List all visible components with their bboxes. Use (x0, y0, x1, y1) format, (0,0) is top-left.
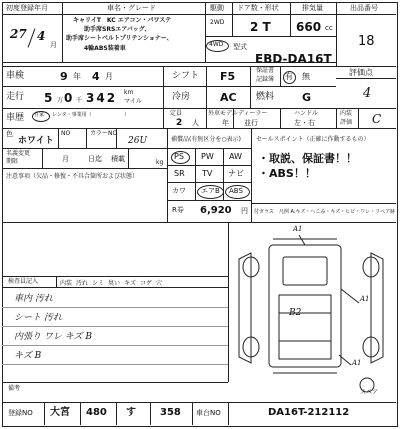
memo-label: 備考 (8, 385, 21, 392)
interior-value: C (372, 112, 382, 126)
score-label: 評価点 (349, 68, 373, 77)
reg-no-label: 登録NO (8, 409, 33, 417)
interior-label2: 評価 (340, 119, 353, 126)
door-value: 2 T (250, 20, 271, 34)
inspection-year: 9 (60, 70, 68, 83)
inspector-label: 検査員記入 (8, 278, 39, 285)
lot-label: 出品番号 (350, 4, 378, 12)
grade-line1: キャリイT KC エアコン・パワステ (73, 17, 172, 24)
capacity-label: 定員 (170, 110, 183, 117)
mileage-km-unit: km (124, 89, 134, 96)
inspector-note: 車内 汚れ (14, 294, 53, 304)
price-value: 6,920 (200, 205, 232, 216)
name-grade-label: 車名・グレード (107, 4, 156, 12)
displacement-label: 排気量 (302, 4, 323, 12)
inspector-note: 内張り ワレ キズ B (14, 332, 93, 342)
color-code-value: 26U (128, 136, 148, 146)
inspection-month: 4 (92, 70, 100, 83)
diagram-mark-a1-bottom: A1 (352, 359, 362, 367)
warranty-no: 無 (302, 72, 310, 81)
equip-navi: ナビ (228, 169, 244, 178)
reg-year: 27 (10, 27, 27, 41)
handle-value: 左・右 (294, 119, 315, 127)
capacity-value: 2 (176, 118, 183, 128)
recycle-label: 補償品(有無区分を○表示) (171, 136, 241, 143)
grade-line2: 助手席SRSエアバッグ、 (84, 26, 151, 33)
reg-num: 358 (160, 407, 181, 418)
shift-value: F5 (220, 70, 236, 83)
inspection-year-unit: 年 (73, 72, 81, 81)
deadline-month-unit: 月 (62, 155, 69, 163)
equip-airbag: エアB (201, 187, 220, 195)
model-label: 型式 (233, 43, 247, 51)
door-label: ドア数・形状 (237, 4, 279, 12)
car-diagram (229, 223, 395, 399)
ac-label: 冷房 (172, 92, 191, 102)
fuel-label: 燃料 (256, 92, 275, 102)
equip-ps: PS (174, 152, 184, 161)
drive-2wd: 2WD (210, 19, 225, 26)
inspector-note: シート 汚れ (14, 313, 62, 323)
inspection-month-unit: 月 (105, 72, 113, 81)
chassis-value: DA16T-212112 (268, 407, 350, 418)
mileage-prefix: 5 (44, 91, 53, 105)
color-value: ホワイト (18, 136, 54, 146)
ac-value: AC (220, 91, 237, 104)
color-label: 色 (6, 130, 13, 138)
equip-sr: SR (174, 169, 185, 178)
mileage-rest: 342 (86, 91, 118, 105)
shift-label: シフト (172, 71, 200, 81)
glass-label: 付ガラス 凡例 A:キズ・へこみ・キズ・ヒビ・ワレ・リペア跡 (254, 209, 396, 215)
sales-point-label: セールスポイント（正確に作動するもの） (256, 136, 370, 143)
deadline-label: 期限 (6, 158, 19, 165)
equip-abs: ABS (229, 187, 243, 195)
price-unit: 円 (241, 207, 248, 215)
import-model-label: 外車モデル (208, 110, 238, 117)
inspector-tab: コゲ (139, 280, 152, 287)
inspection-label: 車検 (6, 71, 25, 81)
warranty-yes: 有 (285, 72, 293, 81)
capacity-unit: 人 (192, 119, 199, 127)
import-model-unit: 年 (222, 119, 229, 127)
equip-kawa: カワ (172, 187, 186, 195)
load-label: 積載 (111, 155, 125, 163)
reg-month: 4 (37, 29, 46, 43)
score-value: 4 (363, 86, 372, 101)
color-no-label: NO (61, 130, 71, 137)
dealer-label: ディーラー (238, 110, 268, 117)
name-change-label: 名義変更 (6, 150, 31, 157)
sales-point-line1: ・取説、保証書！！ (258, 152, 357, 165)
inspector-tab: キズ (124, 280, 136, 287)
chassis-label: 車台NO (196, 409, 221, 417)
inspector-tab: 汚れ (76, 280, 89, 287)
interior-label1: 内装 (340, 110, 353, 117)
drive-label: 駆動 (210, 4, 224, 12)
inspector-note: キズ B (14, 351, 42, 361)
load-unit: kg (156, 159, 164, 166)
inspector-tab: 内装 (60, 280, 73, 287)
lot-value: 18 (358, 34, 375, 49)
fuel-value: G (302, 91, 312, 104)
equip-pw: PW (201, 152, 214, 161)
inspector-tab: 臭い (108, 280, 121, 287)
first-reg-label: 初度登録年月 (6, 4, 48, 12)
grade-line4: 4輪ABS装着車 (84, 45, 126, 52)
drive-4wd: 4WD (209, 41, 224, 48)
equip-tv: TV (202, 169, 213, 178)
mileage-sen-unit: 千 (76, 97, 83, 104)
mileage-man-unit: 万 (57, 97, 64, 104)
model-value: EBD-DA16T (255, 52, 332, 66)
mileage-suffix: 0 (64, 91, 73, 105)
inspector-tab: 穴 (155, 280, 162, 287)
reg-month-unit: 月 (50, 41, 57, 49)
reg-kana: す (126, 407, 136, 418)
diagram-mark-a1-top: A1 (293, 225, 303, 233)
reg-area: 大宮 (50, 407, 70, 418)
grade-line3: 助手席シートベルトプリテンショナー、 (66, 35, 173, 42)
equip-aw: AW (229, 152, 242, 161)
color-code-label: カラーNO (90, 130, 118, 137)
history-rental-close: ） (124, 112, 130, 118)
inspector-tabs (60, 278, 162, 287)
history-label: 車歴 (6, 113, 25, 123)
displacement-value: 660 (296, 20, 322, 34)
spare-label: スペア (360, 389, 379, 396)
history-rental: レンタ・事業用（ (52, 112, 92, 118)
mileage-mile-unit: マイル (124, 98, 142, 105)
inspector-tab: シミ (92, 280, 105, 287)
sales-point-line2: ・ABS！！ (258, 167, 316, 180)
dealer-label2: 並行 (244, 119, 258, 127)
mileage-label: 走行 (6, 92, 25, 102)
history-private: 自家 (34, 112, 45, 118)
warranty-label1: 保証書 (256, 67, 275, 74)
diagram-mark-a1-right: A1 (360, 295, 370, 303)
deadline-day-unit: 日迄 (88, 155, 102, 163)
reg-class: 480 (86, 407, 107, 418)
handle-label: ハンドル (294, 110, 319, 117)
diagram-mark-b2: B2 (289, 308, 302, 318)
notes-label: 注意事項（欠品・修復・不具合箇所および状態） (6, 173, 139, 180)
warranty-label2: 記録簿 (256, 76, 275, 83)
price-label: R券 (172, 206, 184, 214)
displacement-unit: cc (325, 24, 333, 32)
